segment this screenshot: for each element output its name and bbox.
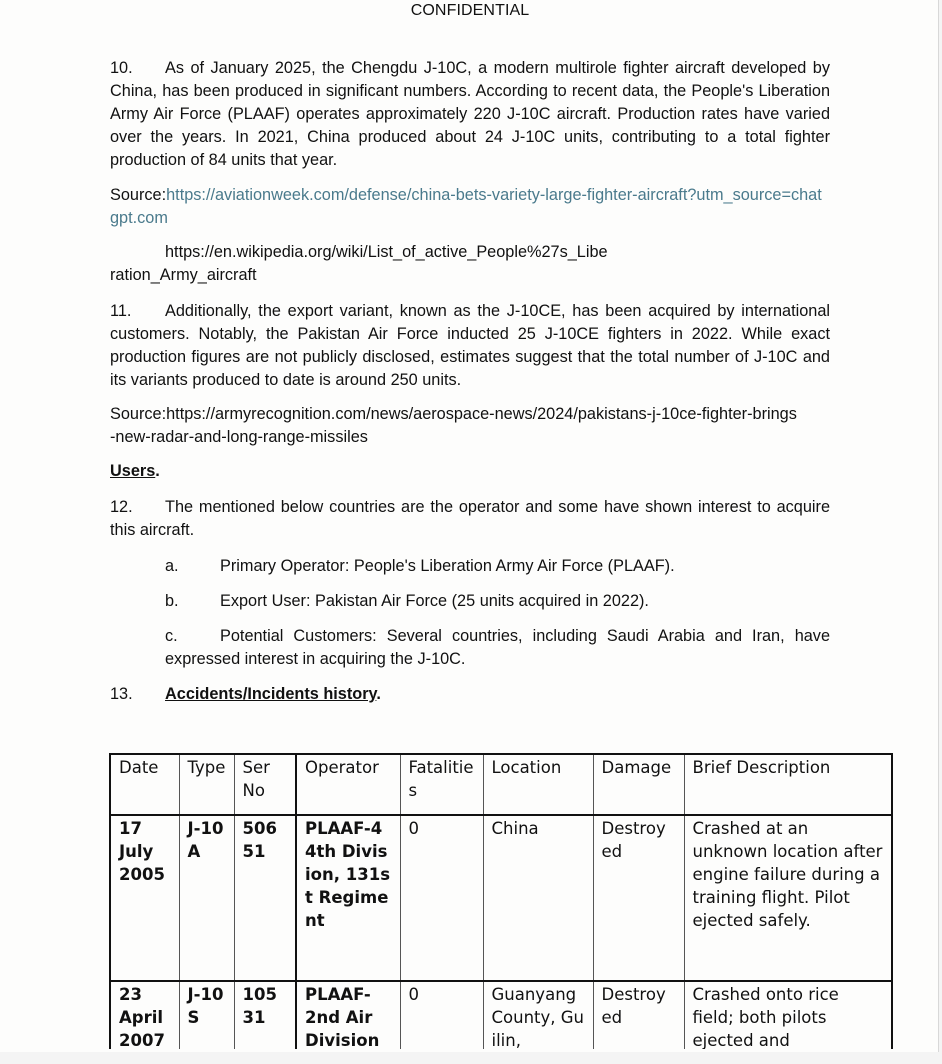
users-heading-title: Users <box>110 462 156 480</box>
aviationweek-link[interactable]: https://aviationweek.com/defense/china-bets-variety-large-fighter-aircraft?utm_source=chatgpt.com <box>110 186 822 227</box>
cell-ser-no: 10531 <box>234 981 296 1049</box>
table-header-row <box>110 754 892 815</box>
paragraph-text: Additionally, the export variant, known as the J-10CE, has been acquired by international customers. Notably, the Pakistan Air Force inducted 25 J-10CE fighters in 2022. While exact production figures are not publicly disclosed, estimates suggest that the total number of J-10C and its variants produced to date is around 250 units. <box>110 302 830 389</box>
cell-type: J-10A <box>179 815 234 981</box>
paragraph-number: 10. <box>110 59 133 77</box>
cell-description: Crashed at an unknown location after engine failure during a training flight. Pilot ejected safely. <box>684 815 892 981</box>
cell-ser-no: 50651 <box>234 815 296 981</box>
cell-fatalities: 0 <box>400 815 483 981</box>
paragraph-number: 11. <box>110 302 132 320</box>
cell-damage: Destroyed <box>593 981 684 1049</box>
table-row <box>110 815 892 981</box>
list-text: Export User: Pakistan Air Force (25 units acquired in 2022). <box>220 592 649 610</box>
column-header-damage: Damage <box>593 754 684 815</box>
column-header-type: Type <box>179 754 234 815</box>
paragraph-text: The mentioned below countries are the operator and some have shown interest to acquire this aircraft. <box>110 498 830 539</box>
classification-header: CONFIDENTIAL <box>410 2 530 19</box>
cell-location: Guanyang County, Guilin, <box>483 981 593 1049</box>
column-header-operator: Operator <box>296 754 400 815</box>
table-row <box>110 981 892 1049</box>
cell-location: China <box>483 815 593 981</box>
cell-date: 17 July 2005 <box>110 815 179 981</box>
heading-punct: . <box>155 462 160 480</box>
cell-description: Crashed onto rice field; both pilots ejected and <box>684 981 892 1049</box>
cell-operator: PLAAF-2nd Air Division <box>296 981 400 1049</box>
list-letter: b. <box>165 592 179 610</box>
source-armyrecognition: Source:https://armyrecognition.com/news/aerospace-news/2024/pakistans-j-10ce-fighter-brings-new-radar-and-long-range-missiles <box>110 405 797 446</box>
paragraph-text: As of January 2025, the Chengdu J-10C, a modern multirole fighter aircraft developed by China, has been produced in significant numbers. According to recent data, the People's Liberation Army Air Force (PLAAF) operates approximately 220 J-10C aircraft. Production rates have varied over the years. In 2021, China produced about 24 J-10C units, contributing to a total fighter production of 84 units that year. <box>110 59 830 169</box>
paragraph-number: 12. <box>110 498 133 516</box>
cell-date: 23 April 2007 <box>110 981 179 1049</box>
column-header-description: Brief Description <box>684 754 892 815</box>
incidents-table <box>109 753 893 1049</box>
cell-damage: Destroyed <box>593 815 684 981</box>
source-label: Source: <box>110 186 167 204</box>
cell-fatalities: 0 <box>400 981 483 1049</box>
column-header-location: Location <box>483 754 593 815</box>
list-letter: c. <box>165 627 178 645</box>
column-header-date: Date <box>110 754 179 815</box>
list-text: Primary Operator: People's Liberation Army Air Force (PLAAF). <box>220 557 675 575</box>
list-text: Potential Customers: Several countries, including Saudi Arabia and Iran, have expressed interest in acquiring the J-10C. <box>165 627 830 668</box>
paragraph-number: 13. <box>110 685 133 703</box>
accidents-heading: Accidents/Incidents history <box>165 685 377 703</box>
wikipedia-link[interactable]: https://en.wikipedia.org/wiki/List_of_active_People%27s_Liberation_Army_aircraft <box>110 243 608 284</box>
heading-punct: . <box>376 685 381 703</box>
cell-operator: PLAAF-44th Division, 131st Regiment <box>296 815 400 981</box>
column-header-fatalities: Fatalities <box>400 754 483 815</box>
cell-type: J-10S <box>179 981 234 1049</box>
list-letter: a. <box>165 557 179 575</box>
column-header-ser-no: Ser No <box>234 754 296 815</box>
